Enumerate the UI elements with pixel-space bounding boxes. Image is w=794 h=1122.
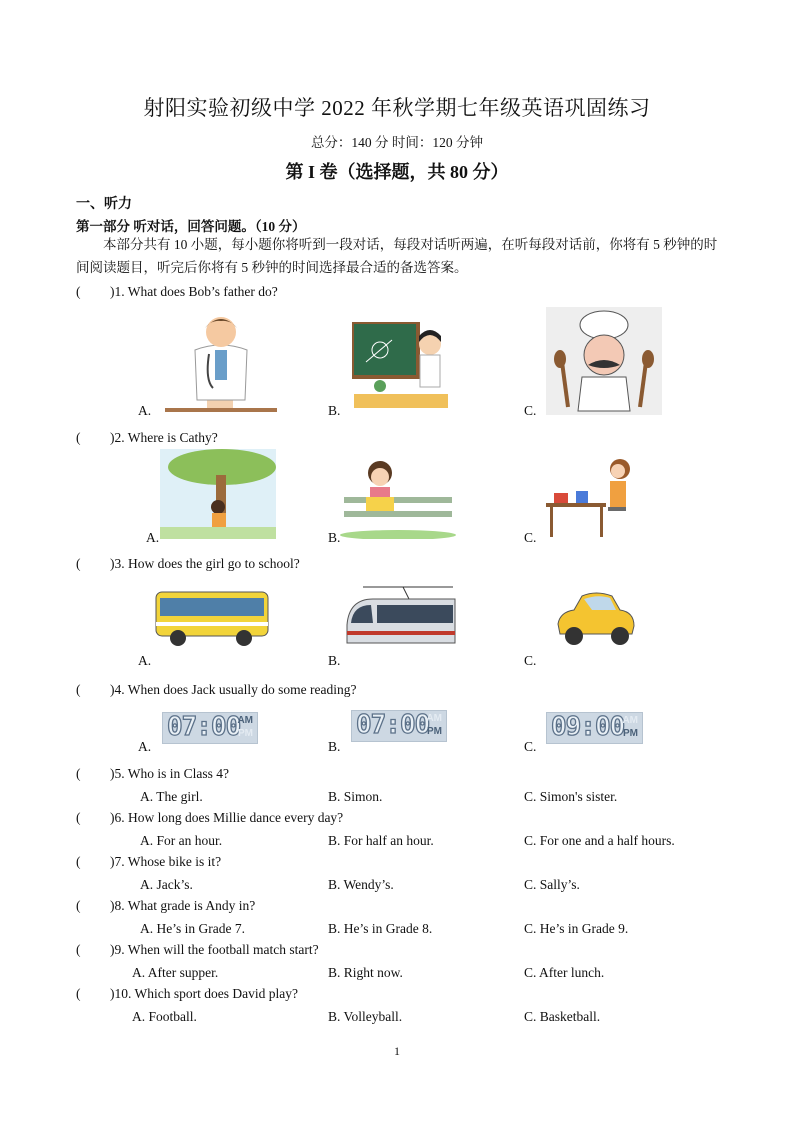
question-2 xyxy=(76,430,218,446)
question-stem: )8. What grade is Andy in? xyxy=(110,898,256,913)
girl-under-tree-image xyxy=(160,449,276,539)
pm-indicator: PM xyxy=(238,728,253,739)
option-c[interactable]: C. Simon's sister. xyxy=(524,789,618,804)
answer-blank[interactable]: ( xyxy=(76,682,81,697)
option-a[interactable]: A. xyxy=(138,739,152,754)
option-b[interactable]: B. He’s in Grade 8. xyxy=(328,921,433,936)
question-stem: )7. Whose bike is it? xyxy=(110,854,222,869)
option-b[interactable]: B. Wendy’s. xyxy=(328,877,394,892)
page-title: 射阳实验初级中学 2022 年秋学期七年级英语巩固练习 xyxy=(143,96,651,120)
doctor-image xyxy=(165,310,277,416)
option-a[interactable]: A. He’s in Grade 7. xyxy=(140,921,245,936)
clock-0700-am xyxy=(162,712,258,744)
section-heading: 一、听力 xyxy=(76,197,132,212)
option-b[interactable]: B. xyxy=(328,739,341,754)
car-image xyxy=(552,588,638,650)
clock-0900-pm xyxy=(546,712,643,744)
answer-blank[interactable]: ( xyxy=(76,810,81,825)
pm-indicator: PM xyxy=(623,728,638,739)
question-1 xyxy=(76,284,278,300)
option-c[interactable]: C. He’s in Grade 9. xyxy=(524,921,629,936)
question-6 xyxy=(76,810,343,826)
option-a[interactable]: A. For an hour. xyxy=(140,833,223,848)
answer-blank[interactable]: ( xyxy=(76,898,81,913)
clock-0700-pm xyxy=(351,710,447,742)
option-b[interactable]: B. For half an hour. xyxy=(328,833,434,848)
girl-at-desk-image xyxy=(546,451,642,539)
question-4 xyxy=(76,682,356,698)
pm-indicator: PM xyxy=(427,726,442,737)
question-stem: )6. How long does Millie dance every day? xyxy=(110,810,344,825)
answer-blank[interactable]: ( xyxy=(76,556,81,571)
option-c[interactable]: C. For one and a half hours. xyxy=(524,833,675,848)
teacher-image xyxy=(352,322,450,412)
volume-heading: 第 I 卷（选择题，共 80 分） xyxy=(285,162,509,182)
question-stem: )2. Where is Cathy? xyxy=(110,430,218,445)
clock-time: 07:00 xyxy=(356,710,430,740)
question-stem: )3. How does the girl go to school? xyxy=(110,556,300,571)
option-a[interactable]: A. xyxy=(138,653,152,668)
question-stem: )9. When will the football match start? xyxy=(110,942,319,957)
am-indicator: AM xyxy=(426,713,442,724)
clock-time: 07:00 xyxy=(167,712,241,742)
option-a[interactable]: A. After supper. xyxy=(132,965,219,980)
option-c[interactable]: C. xyxy=(524,403,537,418)
chef-image xyxy=(546,307,662,415)
option-b[interactable]: B. xyxy=(328,653,341,668)
question-10 xyxy=(76,986,298,1002)
question-8 xyxy=(76,898,255,914)
option-b[interactable]: B. Simon. xyxy=(328,789,383,804)
option-a[interactable]: A. Jack’s. xyxy=(140,877,193,892)
answer-blank[interactable]: ( xyxy=(76,986,81,1001)
instructions: 本部分共有 10 小题，每小题你将听到一段对话，每段对话听两遍，在听每段对话前，你将有 5 秒钟的时间阅读题目，听完后你将有 5 秒钟的时间选择最合适的备选答案。 xyxy=(76,237,718,275)
option-b[interactable]: B. Volleyball. xyxy=(328,1009,403,1024)
question-stem: )1. What does Bob’s father do? xyxy=(110,284,278,299)
question-stem: )4. When does Jack usually do some reading? xyxy=(110,682,357,697)
option-c[interactable]: C. xyxy=(524,653,537,668)
score-time-info: 总分：140 分 时间：120 分钟 xyxy=(310,135,484,150)
option-c[interactable]: C. xyxy=(524,530,537,545)
question-stem: )5. Who is in Class 4? xyxy=(110,766,229,781)
option-a[interactable]: A. xyxy=(138,403,152,418)
option-b[interactable]: B. xyxy=(328,530,341,545)
answer-blank[interactable]: ( xyxy=(76,430,81,445)
option-b[interactable]: B. xyxy=(328,403,341,418)
am-indicator: AM xyxy=(622,715,638,726)
option-a[interactable]: A. xyxy=(146,530,160,545)
question-5 xyxy=(76,766,229,782)
answer-blank[interactable]: ( xyxy=(76,942,81,957)
answer-blank[interactable]: ( xyxy=(76,766,81,781)
option-c[interactable]: C. Sally’s. xyxy=(524,877,580,892)
option-b[interactable]: B. Right now. xyxy=(328,965,403,980)
question-7 xyxy=(76,854,221,870)
option-c[interactable]: C. After lunch. xyxy=(524,965,605,980)
question-3 xyxy=(76,556,300,572)
option-c[interactable]: C. xyxy=(524,739,537,754)
page-number: 1 xyxy=(394,1044,400,1058)
am-indicator: AM xyxy=(237,715,253,726)
part-title: 第一部分 听对话，回答问题。（10 分） xyxy=(76,219,306,234)
question-9 xyxy=(76,942,319,958)
clock-time: 09:00 xyxy=(551,712,625,742)
tram-image xyxy=(343,585,459,655)
bus-image xyxy=(154,588,270,648)
girl-on-bench-image xyxy=(340,449,456,539)
question-stem: )10. Which sport does David play? xyxy=(110,986,298,1001)
option-a[interactable]: A. Football. xyxy=(132,1009,197,1024)
option-a[interactable]: A. The girl. xyxy=(140,789,203,804)
option-c[interactable]: C. Basketball. xyxy=(524,1009,601,1024)
answer-blank[interactable]: ( xyxy=(76,284,81,299)
answer-blank[interactable]: ( xyxy=(76,854,81,869)
